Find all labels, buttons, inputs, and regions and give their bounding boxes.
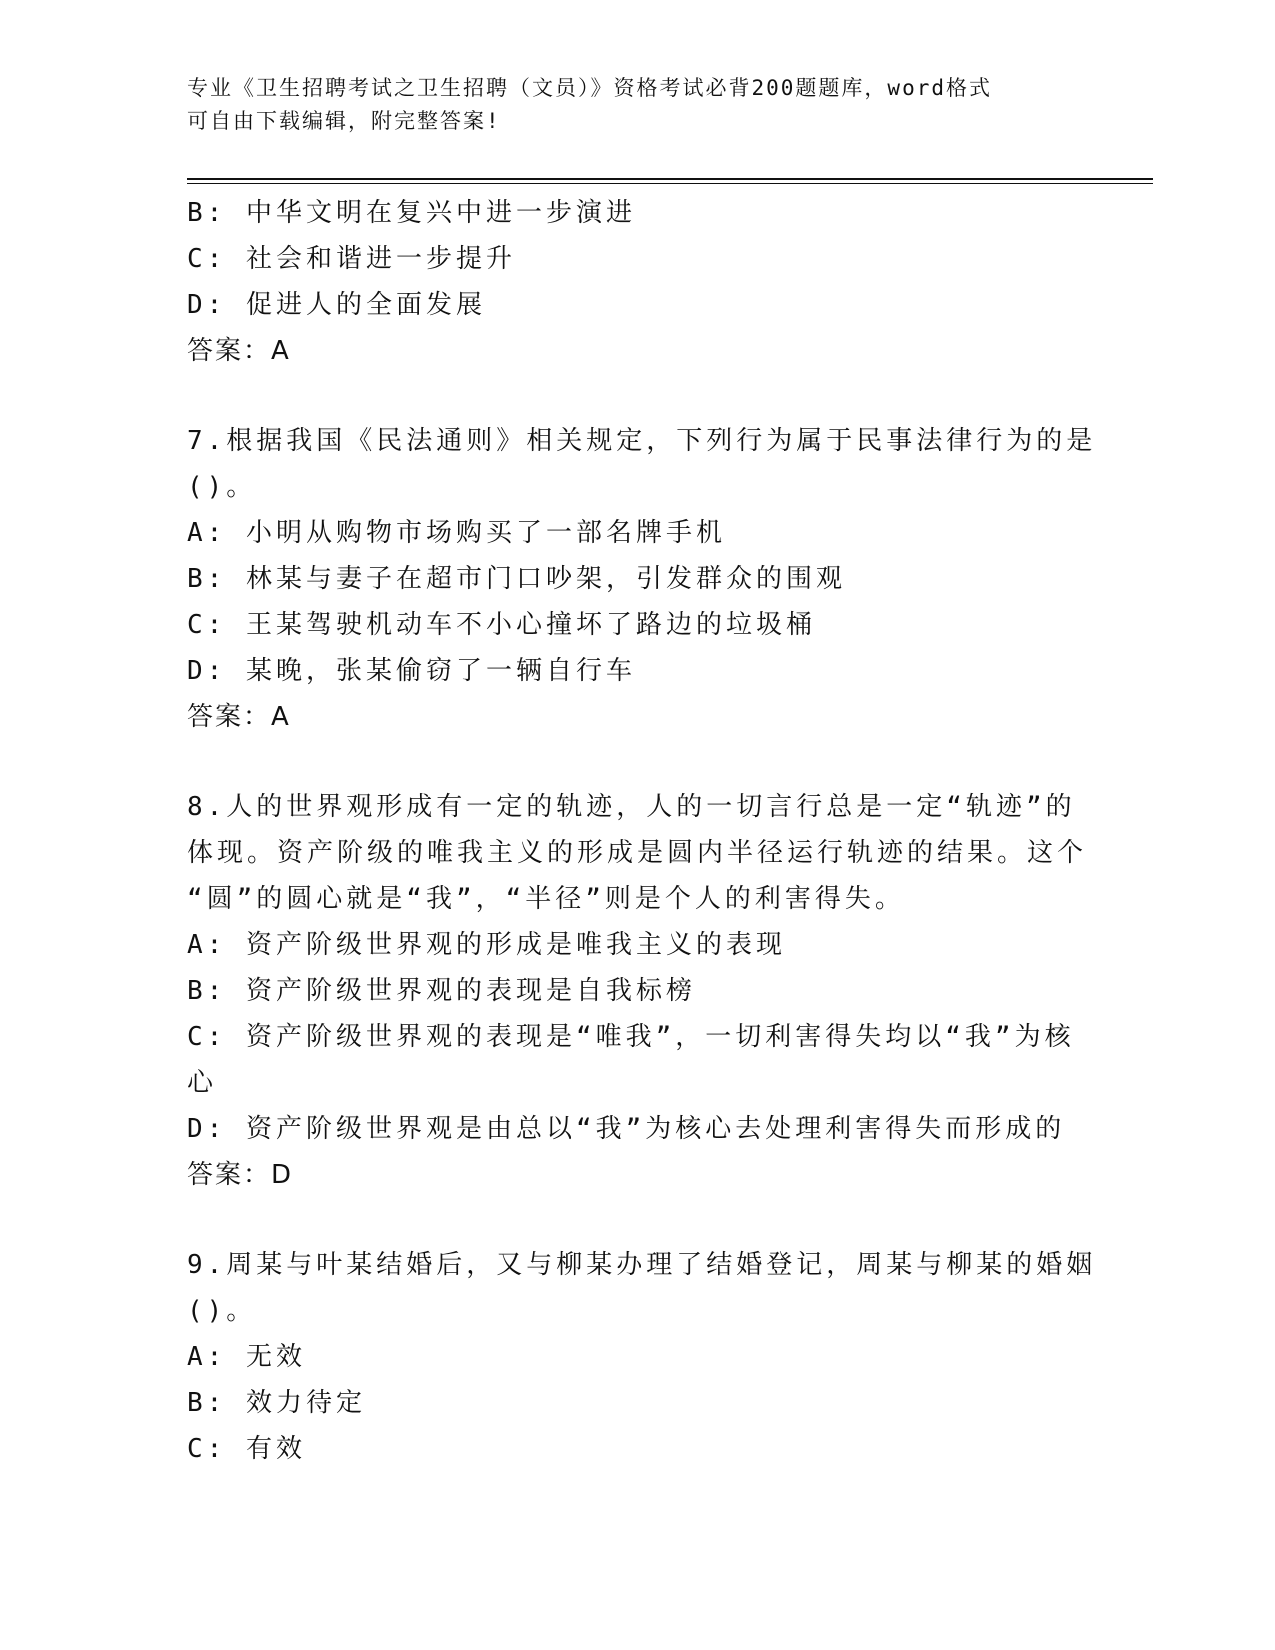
header-rule-thin [187, 183, 1153, 184]
spacer [187, 740, 1087, 784]
question-stem-cont: ()。 [187, 472, 257, 502]
answer: 答案：D [187, 1160, 294, 1190]
question-6 [187, 190, 1087, 374]
option-a: A: 资产阶级世界观的形成是唯我主义的表现 [187, 930, 786, 960]
option-d: D: 促进人的全面发展 [187, 290, 486, 320]
question-8 [187, 784, 1087, 1198]
option-b: B: 林某与妻子在超市门口吵架，引发群众的围观 [187, 564, 846, 594]
question-list [187, 190, 1097, 1472]
document-header [187, 72, 1067, 138]
option-d: D: 某晚，张某偷窃了一辆自行车 [187, 656, 636, 686]
question-stem: 9.周某与叶某结婚后，又与柳某办理了结婚登记，周某与柳某的婚姻 [187, 1250, 1097, 1280]
option-c-cont: 心 [187, 1068, 218, 1098]
header-line-2: 可自由下载编辑，附完整答案! [187, 109, 501, 133]
option-c: C: 王某驾驶机动车不小心撞坏了路边的垃圾桶 [187, 610, 816, 640]
option-b: B: 中华文明在复兴中进一步演进 [187, 198, 636, 228]
question-stem-cont: 体现。资产阶级的唯我主义的形成是圆内半径运行轨迹的结果。这个 [187, 838, 1088, 868]
question-stem-cont: ()。 [187, 1296, 257, 1326]
option-d: D: 资产阶级世界观是由总以“我”为核心去处理利害得失而形成的 [187, 1114, 1066, 1144]
spacer [187, 1198, 1087, 1242]
option-c: C: 有效 [187, 1434, 306, 1464]
header-line-1: 专业《卫生招聘考试之卫生招聘（文员）》资格考试必背200题题库，word格式 [187, 76, 992, 100]
spacer [187, 374, 1087, 418]
option-c: C: 资产阶级世界观的表现是“唯我”，一切利害得失均以“我”为核 [187, 1022, 1075, 1052]
question-stem: 8.人的世界观形成有一定的轨迹，人的一切言行总是一定“轨迹”的 [187, 792, 1076, 822]
option-b: B: 效力待定 [187, 1388, 366, 1418]
option-a: A: 无效 [187, 1342, 306, 1372]
question-stem-cont: “圆”的圆心就是“我”，“半径”则是个人的利害得失。 [187, 884, 905, 914]
option-a: A: 小明从购物市场购买了一部名牌手机 [187, 518, 726, 548]
question-9 [187, 1242, 1097, 1472]
answer: 答案：A [187, 336, 291, 366]
question-stem: 7.根据我国《民法通则》相关规定，下列行为属于民事法律行为的是 [187, 426, 1097, 456]
question-7 [187, 418, 1097, 740]
answer: 答案：A [187, 702, 291, 732]
option-c: C: 社会和谐进一步提升 [187, 244, 516, 274]
header-rule-thick [187, 178, 1153, 180]
option-b: B: 资产阶级世界观的表现是自我标榜 [187, 976, 696, 1006]
